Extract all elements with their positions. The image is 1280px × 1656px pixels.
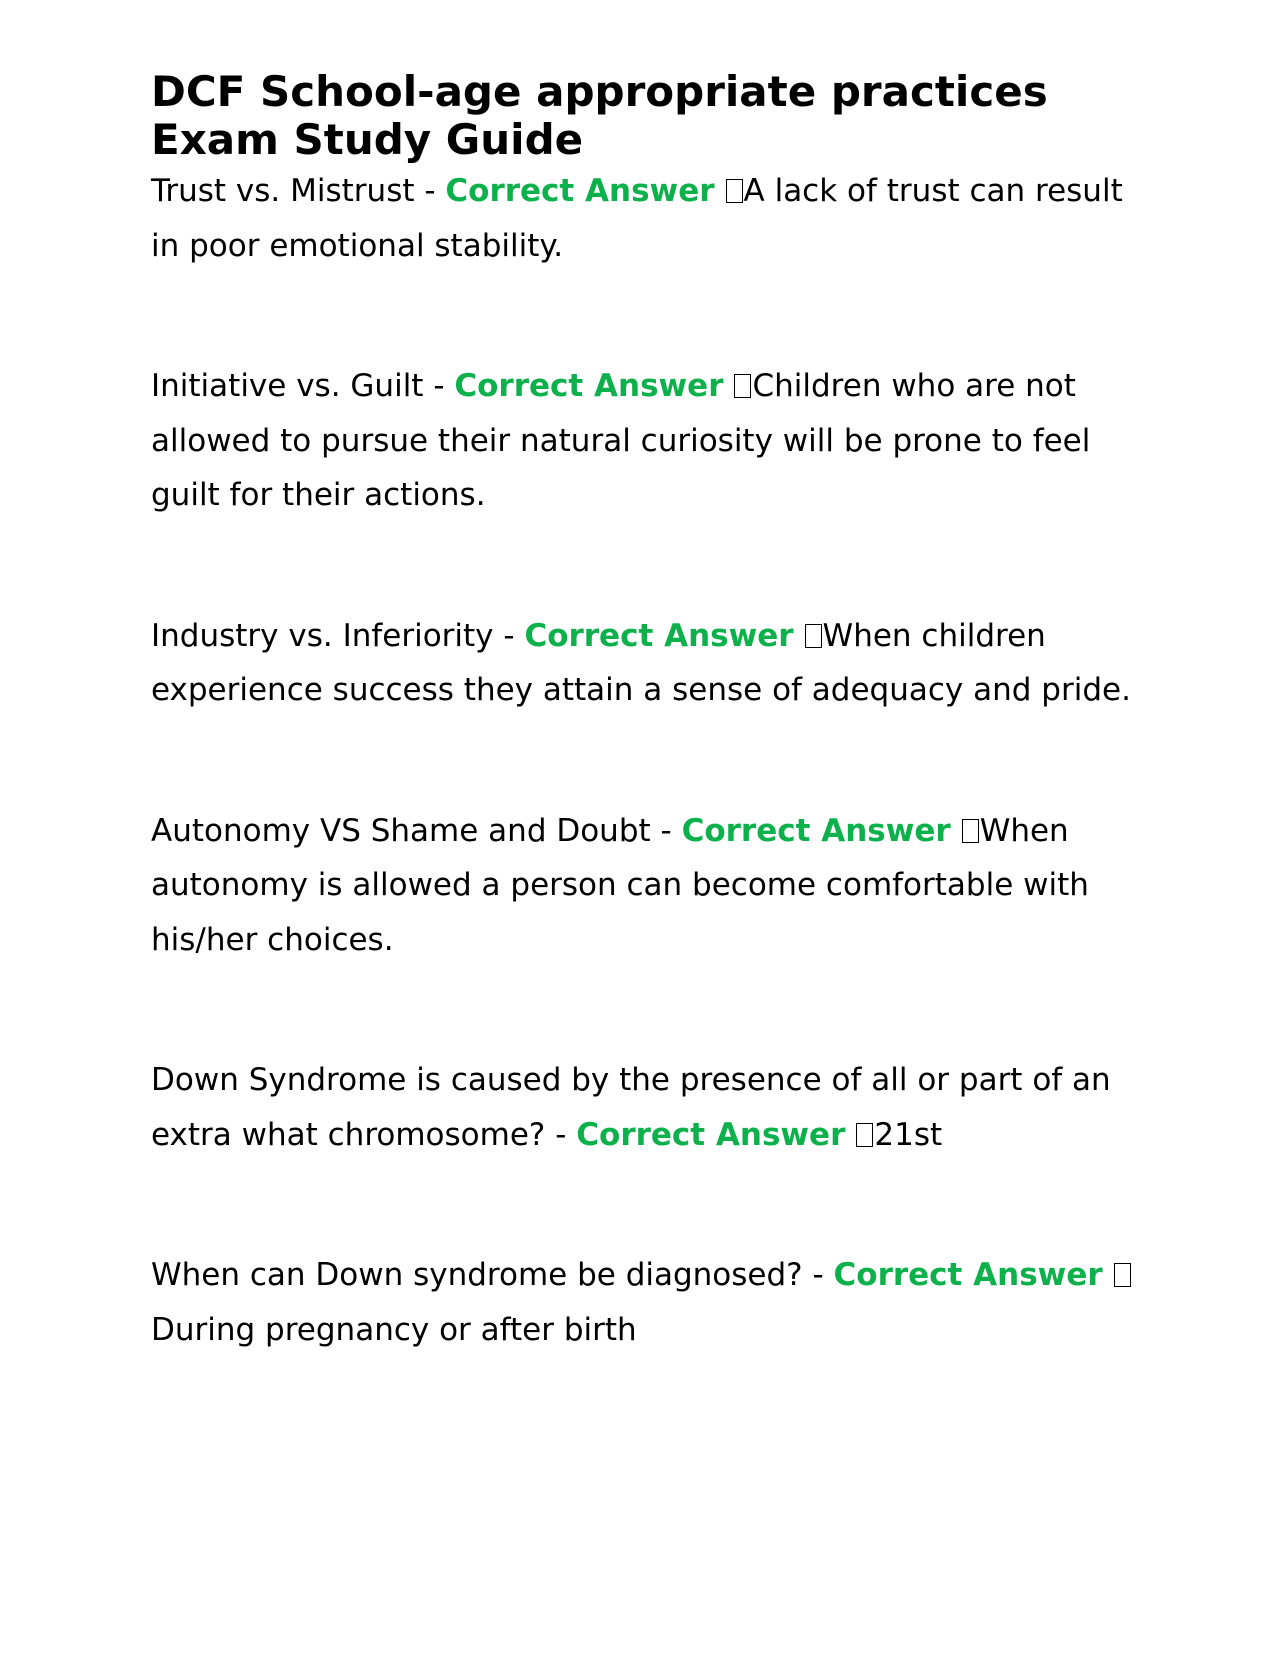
answer-text: During pregnancy or after birth [151, 1311, 637, 1348]
separator: - [414, 173, 446, 209]
question-text: Trust vs. Mistrust [151, 173, 415, 209]
correct-answer-label: Correct Answer [454, 368, 724, 404]
box-glyph-icon [734, 374, 751, 398]
qa-item [151, 1248, 1141, 1357]
correct-answer-label: Correct Answer [445, 173, 715, 209]
correct-answer-label: Correct Answer [576, 1116, 846, 1153]
question-text: Initiative vs. Guilt [151, 368, 424, 404]
question-text: Down Syndrome is caused by the presence of all or part of an extra what chromosome? [151, 1062, 1111, 1153]
correct-answer-label: Correct Answer [833, 1257, 1103, 1293]
separator: - [650, 812, 682, 849]
qa-item [151, 609, 1141, 718]
separator: - [493, 617, 525, 654]
correct-answer-label: Correct Answer [681, 812, 951, 849]
document-title: DCF School-age appropriate practices Exam Study Guide [151, 67, 1048, 164]
qa-item [151, 164, 1141, 273]
answer-text: 21st [874, 1116, 943, 1153]
question-text: Autonomy VS Shame and Doubt [151, 812, 651, 849]
box-glyph-icon [1114, 1263, 1131, 1287]
box-glyph-icon [726, 179, 743, 203]
separator: - [802, 1257, 834, 1293]
qa-item [151, 804, 1141, 968]
separator: - [545, 1116, 577, 1153]
box-glyph-icon [805, 624, 822, 648]
qa-item [151, 359, 1141, 523]
document-page [151, 68, 1141, 1357]
box-glyph-icon [962, 819, 979, 843]
box-glyph-icon [856, 1123, 873, 1147]
answer-text: When children experience success they attain a sense of adequacy and pride. [151, 617, 1131, 708]
answer-text: When autonomy is allowed a person can become comfortable with his/her choices. [151, 812, 1089, 958]
separator: - [423, 368, 455, 404]
question-text: When can Down syndrome be diagnosed? [151, 1257, 803, 1293]
qa-item [151, 1053, 1141, 1162]
answer-text: Children who are not allowed to pursue their natural curiosity will be prone to feel guilt for their actions. [151, 368, 1091, 513]
qa-list [151, 164, 1141, 1357]
question-text: Industry vs. Inferiority [151, 617, 494, 654]
correct-answer-label: Correct Answer [524, 617, 794, 654]
answer-text: A lack of trust can result in poor emotional stability. [151, 173, 1123, 264]
